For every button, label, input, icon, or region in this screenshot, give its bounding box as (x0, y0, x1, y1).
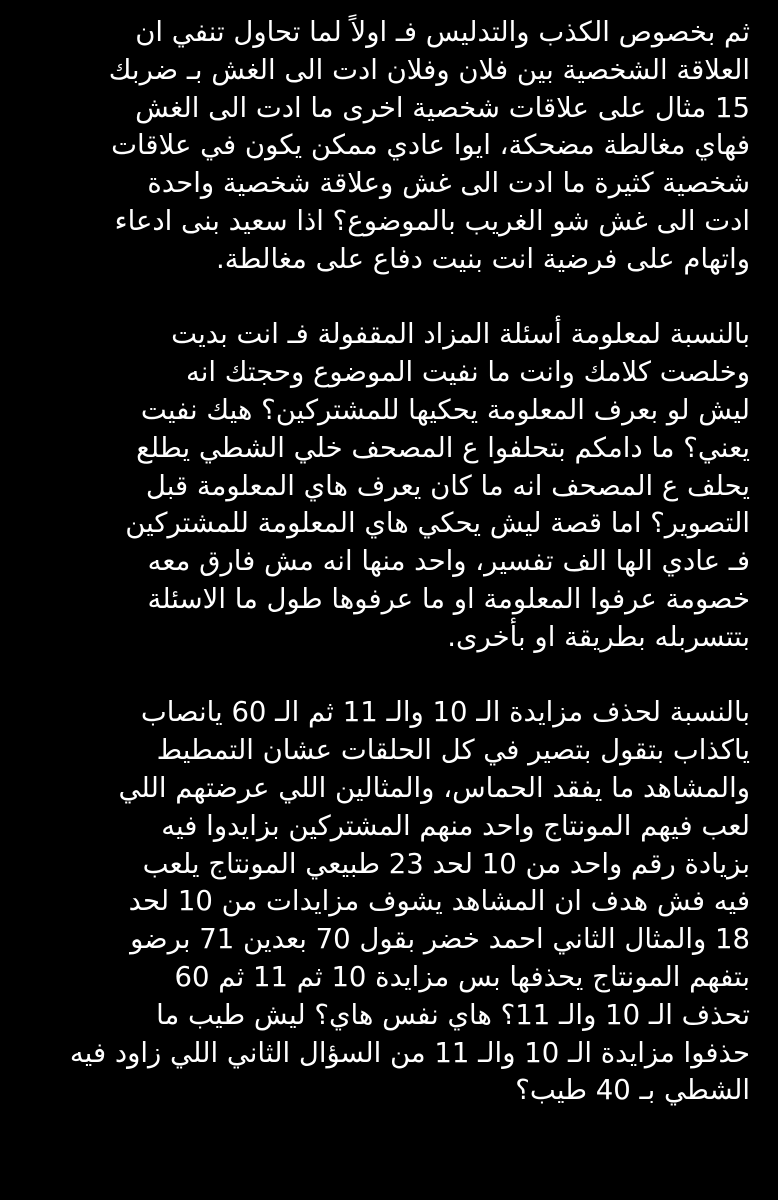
text-line: ياكذاب بتقول بتصير في كل الحلقات عشان التمطيط (156, 734, 750, 767)
text-line: تحذف الـ 10 والـ 11؟ هاي نفس هاي؟ ليش طيب ما (156, 998, 750, 1031)
text-line: ليش لو بعرف المعلومة يحكيها للمشتركين؟ هيك نفيت (140, 393, 750, 426)
paragraph-3 (28, 694, 750, 1110)
text-line: بالنسبة لمعلومة أسئلة المزاد المقفولة فـ انت بديت (171, 318, 750, 351)
text-line: فهاي مغالطة مضحكة، ايوا عادي ممكن يكون في علاقات (111, 129, 750, 162)
text-line: الشطي بـ 40 طيب؟ (515, 1074, 750, 1107)
text-line: بتتسربله بطريقة او بأخرى. (447, 620, 750, 653)
paragraph-gap (28, 279, 750, 317)
paragraph-2 (28, 316, 750, 656)
paragraph-1 (28, 14, 750, 279)
text-line: واتهام على فرضية انت بنيت دفاع على مغالطة. (216, 242, 750, 275)
text-line: يحلف ع المصحف انه ما كان يعرف هاي المعلومة قبل (145, 469, 750, 502)
text-line: حذفوا مزايدة الـ 10 والـ 11 من السؤال الثاني اللي زاود فيه (69, 1036, 750, 1069)
text-line: بزيادة رقم واحد من 10 لحد 23 طبيعي المونتاج يلعب (142, 847, 750, 880)
text-line: لعب فيهم المونتاج واحد منهم المشتركين بزايدوا فيه (161, 809, 750, 842)
text-line: ادت الى غش شو الغريب بالموضوع؟ اذا سعيد بنى ادعاء (114, 204, 750, 237)
text-line: خصومة عرفوا المعلومة او ما عرفوها طول ما الاسئلة (147, 582, 750, 615)
text-line: يعني؟ ما دامكم بتحلفوا ع المصحف خلي الشطي يطلع (136, 431, 750, 464)
text-line: وخلصت كلامك وانت ما نفيت الموضوع وحجتك انه (185, 356, 750, 389)
text-line: ثم بخصوص الكذب والتدليس فـ اولاً لما تحاول تنفي ان (135, 16, 750, 48)
text-line: شخصية كثيرة ما ادت الى غش وعلاقة شخصية واحدة (147, 167, 750, 200)
paragraph-gap (28, 657, 750, 695)
text-line: والمشاهد ما يفقد الحماس، والمثالين اللي عرضتهم اللي (118, 771, 750, 804)
text-line: فـ عادي الها الف تفسير، واحد منها انه مش فارق معه (147, 545, 750, 578)
text-line: 15 مثال على علاقات شخصية اخرى ما ادت الى الغش (135, 91, 750, 124)
text-line: بالنسبة لحذف مزايدة الـ 10 والـ 11 ثم الـ 60 يانصاب (140, 696, 750, 729)
text-line: التصوير؟ اما قصة ليش يحكي هاي المعلومة للمشتركين (125, 507, 750, 540)
text-line: فيه فش هدف ان المشاهد يشوف مزايدات من 10 لحد (128, 885, 750, 918)
text-line: بتفهم المونتاج يحذفها بس مزايدة 10 ثم 11 ثم 60 (174, 960, 750, 993)
text-line: العلاقة الشخصية بين فلان وفلان ادت الى الغش بـ ضربك (108, 53, 750, 86)
text-line: 18 والمثال الثاني احمد خضر بقول 70 بعدين 71 برضو (130, 923, 750, 956)
